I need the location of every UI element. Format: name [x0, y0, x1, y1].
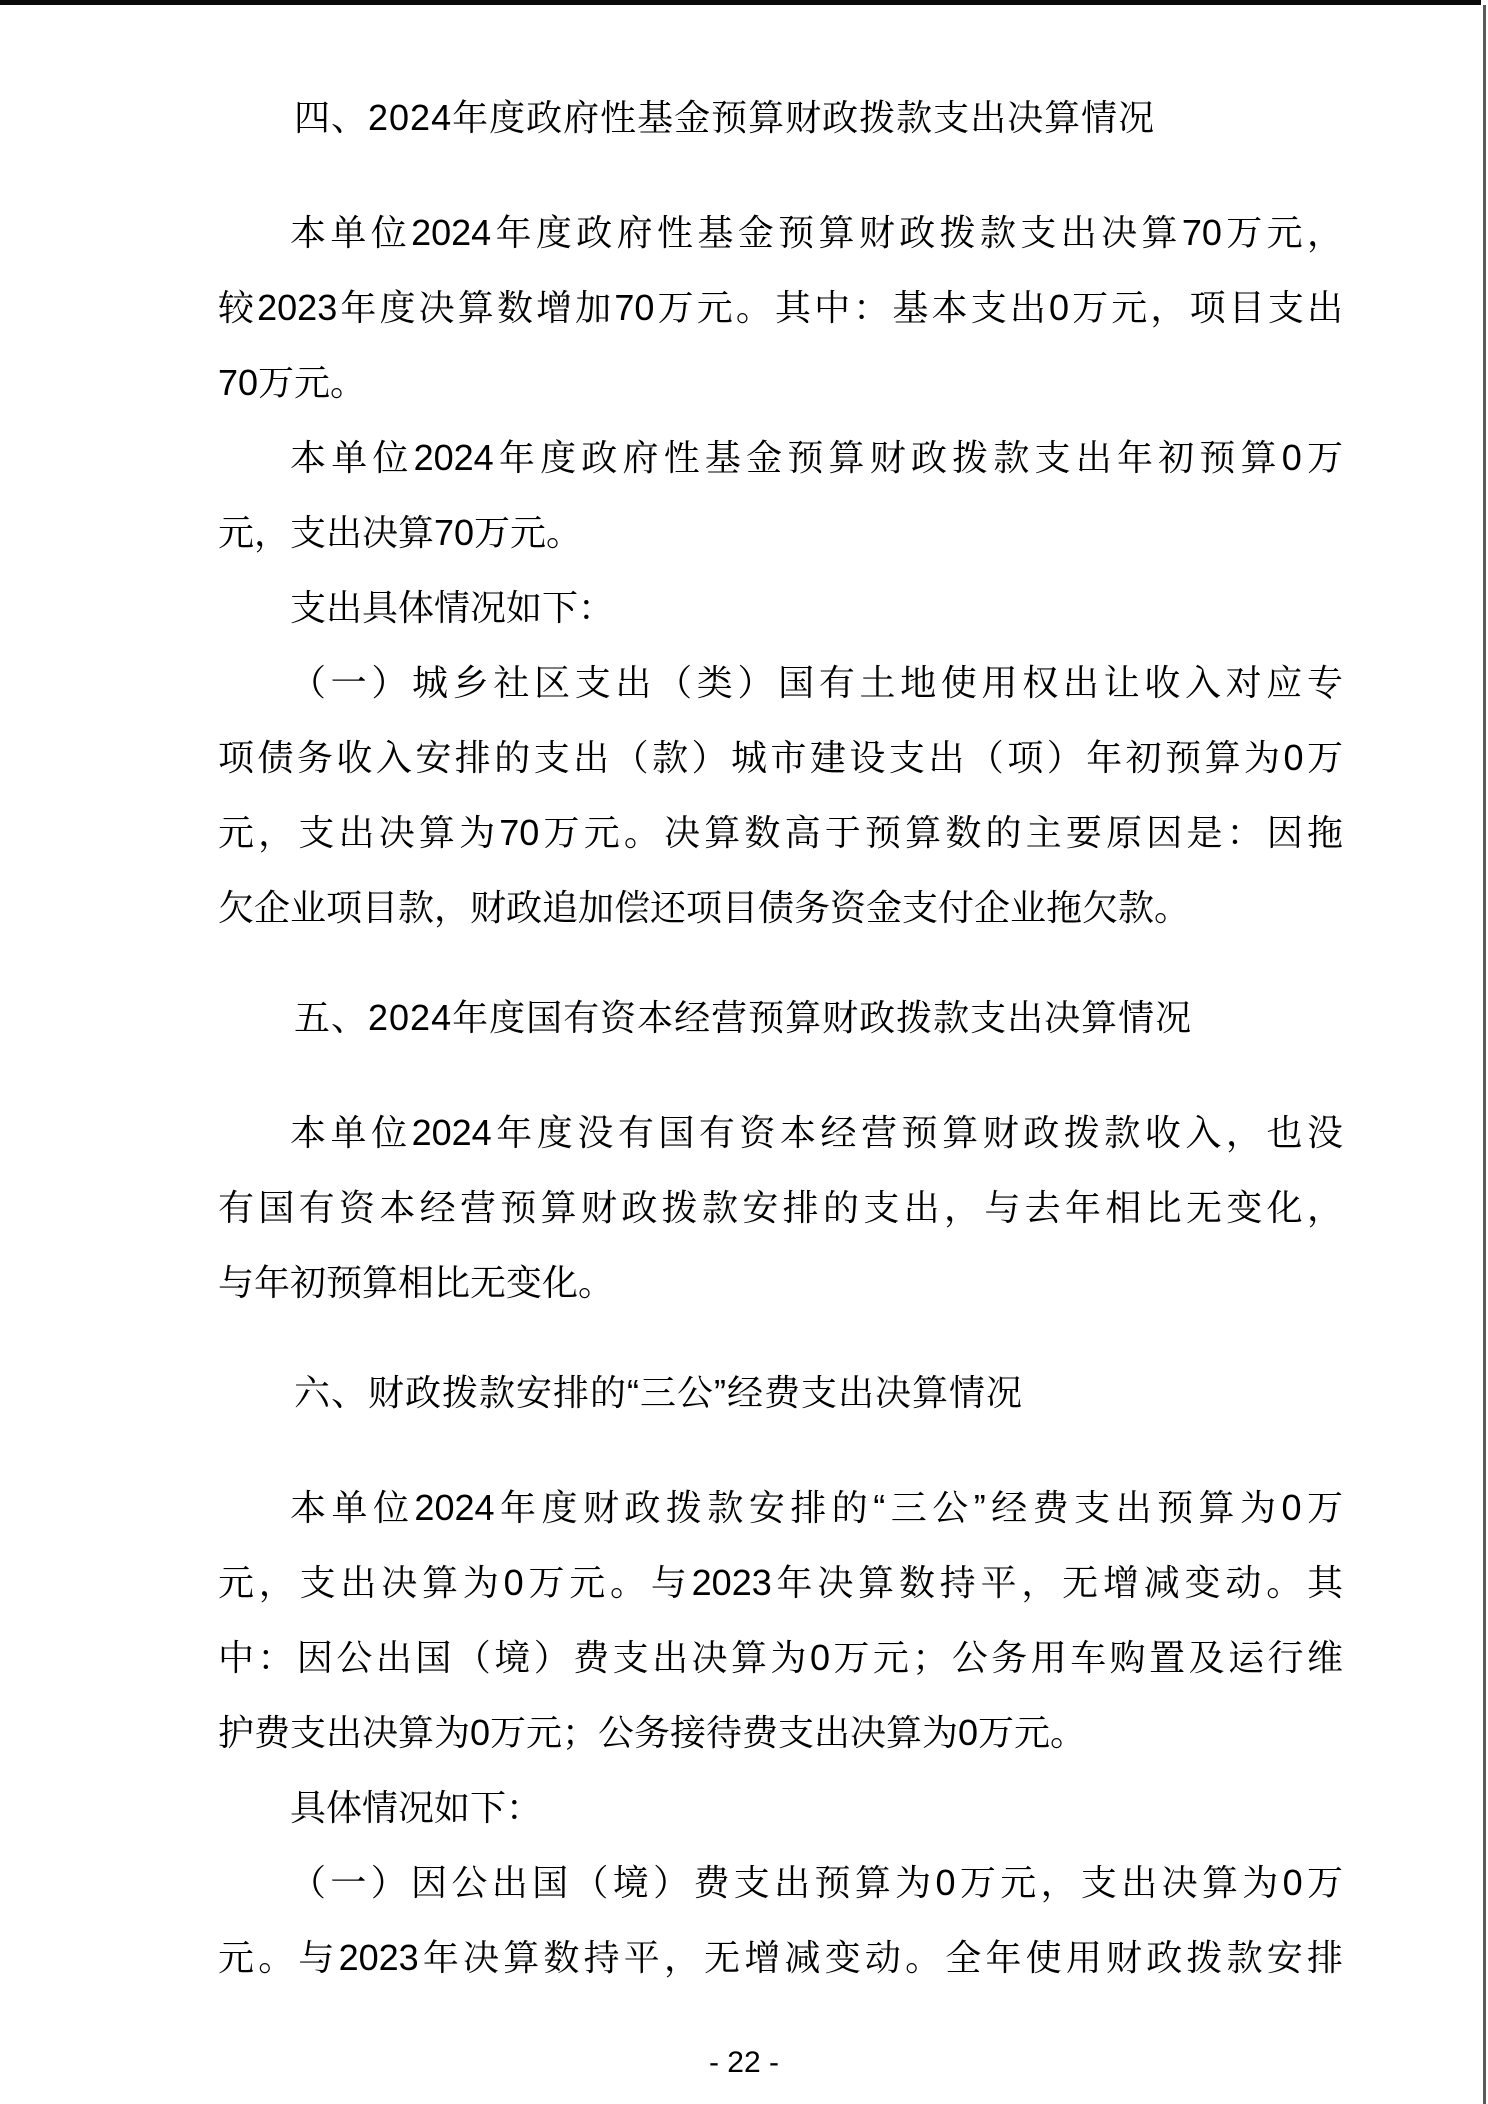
- paragraph-line: 元，支出决算70万元。: [218, 512, 583, 553]
- paragraph-line: 中：因公出国（境）费支出决算为0万元；公务用车购置及运行维: [218, 1637, 1343, 1678]
- paragraph-line: 本单位2024年度政府性基金预算财政拨款支出决算70万元，: [290, 212, 1343, 253]
- paragraph-line: 与年初预算相比无变化。: [218, 1262, 615, 1303]
- section-heading-4: 四、2024年度政府性基金预算财政拨款支出决算情况: [294, 97, 1156, 138]
- paragraph-line: 支出具体情况如下：: [290, 587, 615, 628]
- paragraph-line: 本单位2024年度财政拨款安排的“三公”经费支出预算为0万: [290, 1487, 1343, 1528]
- paragraph-line: 本单位2024年度政府性基金预算财政拨款支出年初预算0万: [290, 437, 1343, 478]
- paragraph: [218, 645, 1343, 945]
- page-top-border: [0, 0, 1481, 5]
- paragraph-line: 元，支出决算为70万元。决算数高于预算数的主要原因是：因拖: [218, 812, 1343, 853]
- paragraph: [218, 1845, 1343, 1995]
- paragraph-line: 具体情况如下：: [290, 1787, 543, 1828]
- paragraph-line: 70万元。: [218, 362, 367, 403]
- page-right-border: [1483, 5, 1486, 2104]
- paragraph: [218, 195, 1343, 420]
- page-number: - 22 -: [708, 2046, 780, 2079]
- paragraph: [218, 420, 1343, 570]
- paragraph: [218, 1770, 1343, 1845]
- paragraph-line: 项债务收入安排的支出（款）城市建设支出（项）年初预算为0万: [218, 737, 1343, 778]
- paragraph-line: 元。与2023年决算数持平，无增减变动。全年使用财政拨款安排: [218, 1937, 1343, 1978]
- paragraph: [218, 1095, 1343, 1320]
- paragraph-line: 有国有资本经营预算财政拨款安排的支出，与去年相比无变化，: [218, 1187, 1343, 1228]
- paragraph: [218, 1470, 1343, 1770]
- paragraph-line: 本单位2024年度没有国有资本经营预算财政拨款收入，也没: [290, 1112, 1343, 1153]
- paragraph-line: （一）因公出国（境）费支出预算为0万元，支出决算为0万: [290, 1862, 1343, 1903]
- paragraph: [218, 570, 1343, 645]
- document-body: [218, 45, 1343, 1995]
- paragraph-line: （一）城乡社区支出（类）国有土地使用权出让收入对应专: [290, 662, 1343, 703]
- paragraph-line: 较2023年度决算数增加70万元。其中：基本支出0万元，项目支出: [218, 287, 1343, 328]
- paragraph-line: 欠企业项目款，财政追加偿还项目债务资金支付企业拖欠款。: [218, 887, 1191, 928]
- paragraph-line: 元，支出决算为0万元。与2023年决算数持平，无增减变动。其: [218, 1562, 1343, 1603]
- section-heading-6: 六、财政拨款安排的“三公”经费支出决算情况: [294, 1372, 1023, 1413]
- section-heading-5: 五、2024年度国有资本经营预算财政拨款支出决算情况: [294, 997, 1193, 1038]
- paragraph-line: 护费支出决算为0万元；公务接待费支出决算为0万元。: [218, 1712, 1087, 1753]
